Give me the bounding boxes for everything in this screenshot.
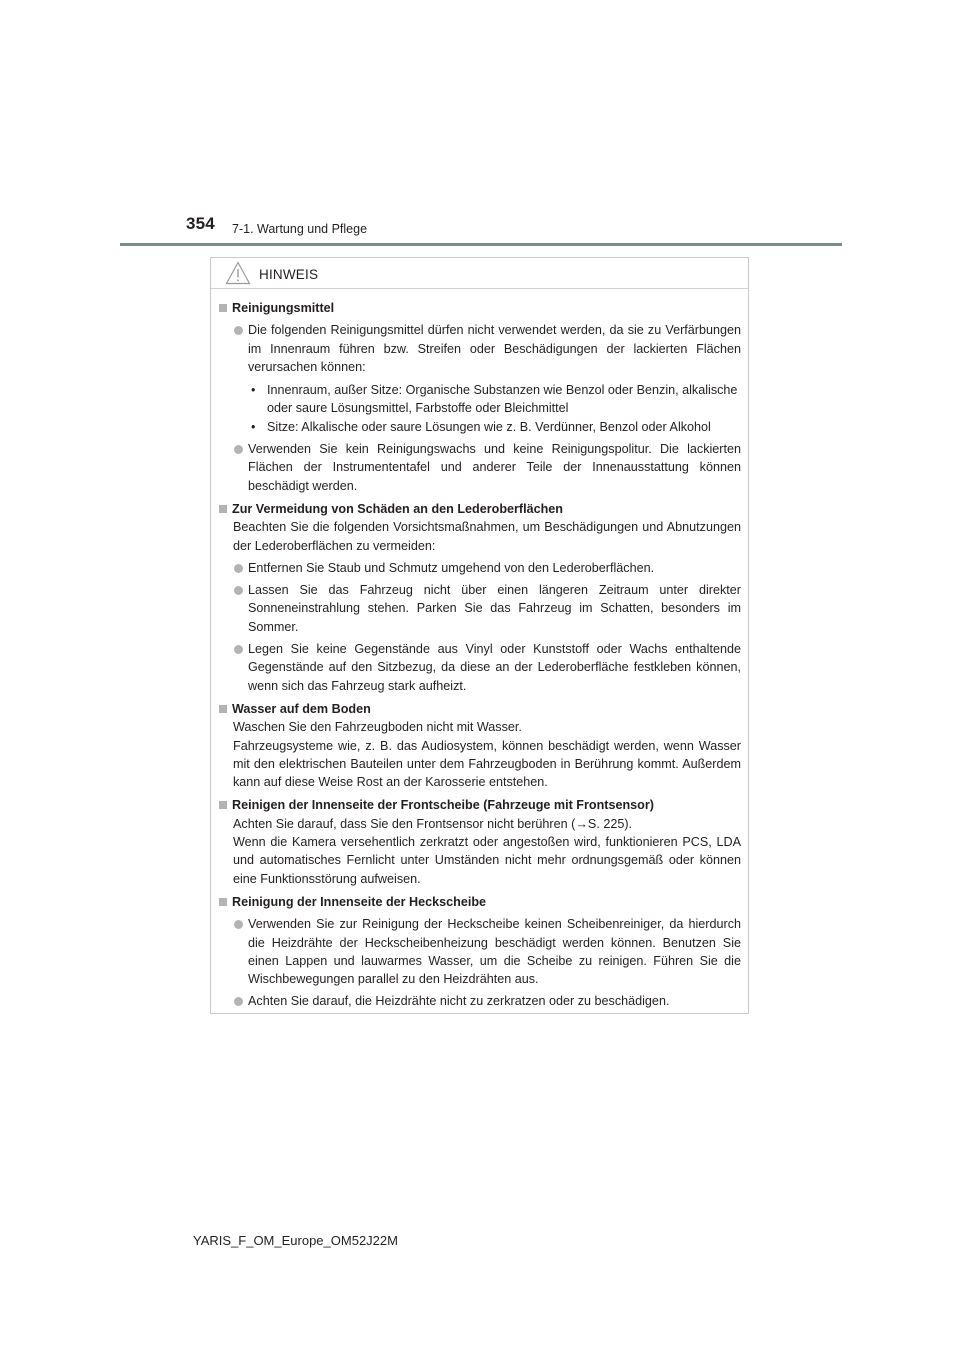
sub-bullet-mark: • xyxy=(251,419,256,434)
paragraph: Beachten Sie die folgenden Vorsichtsmaßnahmen, um Beschädigungen und Abnutzungen der Lederoberflächen zu vermeiden: xyxy=(233,520,741,553)
page-number: 354 xyxy=(186,214,215,233)
heading-text: Reinigungsmittel xyxy=(232,301,335,315)
bullet-text: Lassen Sie das Fahrzeug nicht über einen längeren Zeitraum unter direkter Sonneneinstrahlung stehen. Parken Sie das Fahrzeug im Schatten, besonders im Sommer. xyxy=(248,583,741,634)
bullet-text: Verwenden Sie zur Reinigung der Heckscheibe keinen Scheibenreiniger, da hierdurch die Heizdrähte der Heckscheibenheizung beschädigt werden können. Benutzen Sie einen Lappen und lauwarmes Wasser, um die Scheibe zu reinigen. Führen Sie die Wischbewegungen parallel zu den Heizdrähten aus. xyxy=(248,917,741,987)
circle-bullet-icon xyxy=(234,920,243,929)
circle-bullet-icon xyxy=(234,645,243,654)
bullet-text: Verwenden Sie kein Reinigungswachs und keine Reinigungspolitur. Die lackierten Flächen der Instrumententafel und anderer Teile der Innenausstattung können beschädigt werden. xyxy=(248,442,741,493)
list-item xyxy=(219,581,741,636)
notice-box xyxy=(210,257,749,1014)
list-item xyxy=(219,915,741,988)
sub-text: Sitze: Alkalische oder saure Lösungen wie z. B. Verdünner, Benzol oder Alkohol xyxy=(267,419,711,434)
section-heading xyxy=(219,700,741,718)
circle-bullet-icon xyxy=(234,326,243,335)
square-bullet-icon xyxy=(219,898,227,906)
notice-header xyxy=(211,258,748,289)
notice-body xyxy=(211,289,748,1011)
heading-text: Reinigen der Innenseite der Frontscheibe (Fahrzeuge mit Frontsensor) xyxy=(232,798,654,813)
circle-bullet-icon xyxy=(234,997,243,1006)
paragraph: Waschen Sie den Fahrzeugboden nicht mit Wasser. xyxy=(233,720,522,735)
list-item xyxy=(219,992,741,1010)
list-item xyxy=(219,440,741,495)
square-bullet-icon xyxy=(219,304,227,312)
section-title: 7-1. Wartung und Pflege xyxy=(232,222,368,236)
bullet-text: Achten Sie darauf, die Heizdrähte nicht zu zerkratzen oder zu beschädigen. xyxy=(248,994,670,1009)
section-heading xyxy=(219,893,741,911)
document-id: YARIS_F_OM_Europe_OM52J22M xyxy=(193,1233,398,1248)
bullet-text: Legen Sie keine Gegenstände aus Vinyl oder Kunststoff oder Wachs enthaltende Gegenstände auf den Sitzbezug, da diese an der Lederoberfläche festkleben können, wenn sich das Fahrzeug stark aufheizt. xyxy=(248,642,741,693)
list-item xyxy=(219,640,741,695)
paragraph: Achten Sie darauf, dass Sie den Frontsensor nicht berühren (→S. 225). xyxy=(233,816,633,831)
circle-bullet-icon xyxy=(234,564,243,573)
paragraph: Fahrzeugsysteme wie, z. B. das Audiosystem, können beschädigt werden, wenn Wasser mit den elektrischen Bauteilen unter dem Fahrzeugboden in Berührung kommt. Außerdem kann auf diese Weise Rost an der Karosserie entstehen. xyxy=(233,738,741,790)
section-heading xyxy=(219,500,741,518)
sub-list-item xyxy=(249,381,741,418)
sub-list-item xyxy=(249,418,741,436)
warning-triangle-icon xyxy=(225,261,251,285)
square-bullet-icon xyxy=(219,801,227,809)
bullet-text: Entfernen Sie Staub und Schmutz umgehend von den Lederoberflächen. xyxy=(248,560,655,575)
list-item xyxy=(219,321,741,376)
header-rule xyxy=(120,243,842,246)
section-heading xyxy=(219,299,741,317)
heading-text: Reinigung der Innenseite der Heckscheibe xyxy=(232,894,487,909)
circle-bullet-icon xyxy=(234,445,243,454)
section-heading xyxy=(219,796,741,814)
bullet-text: Die folgenden Reinigungsmittel dürfen nicht verwendet werden, da sie zu Verfärbungen im Innenraum führen bzw. Streifen oder Beschädigungen der lackierten Flächen verursachen können: xyxy=(248,323,741,374)
list-item xyxy=(219,559,741,577)
notice-title: HINWEIS xyxy=(259,266,319,282)
sub-text: Innenraum, außer Sitze: Organische Substanzen wie Benzol oder Benzin, alkalische oder saure Lösungsmittel, Farbstoffe oder Bleichmittel xyxy=(267,383,738,416)
square-bullet-icon xyxy=(219,505,227,513)
heading-text: Wasser auf dem Boden xyxy=(232,701,371,716)
square-bullet-icon xyxy=(219,705,227,713)
heading-text: Zur Vermeidung von Schäden an den Lederoberflächen xyxy=(232,501,564,516)
paragraph: Wenn die Kamera versehentlich zerkratzt oder angestoßen wird, funktionieren PCS, LDA und automatisches Fernlicht unter Umständen nicht mehr ordnungsgemäß oder können eine Funktionsstörung aufweisen. xyxy=(233,835,741,886)
sub-bullet-mark: • xyxy=(251,383,256,398)
circle-bullet-icon xyxy=(234,586,243,595)
